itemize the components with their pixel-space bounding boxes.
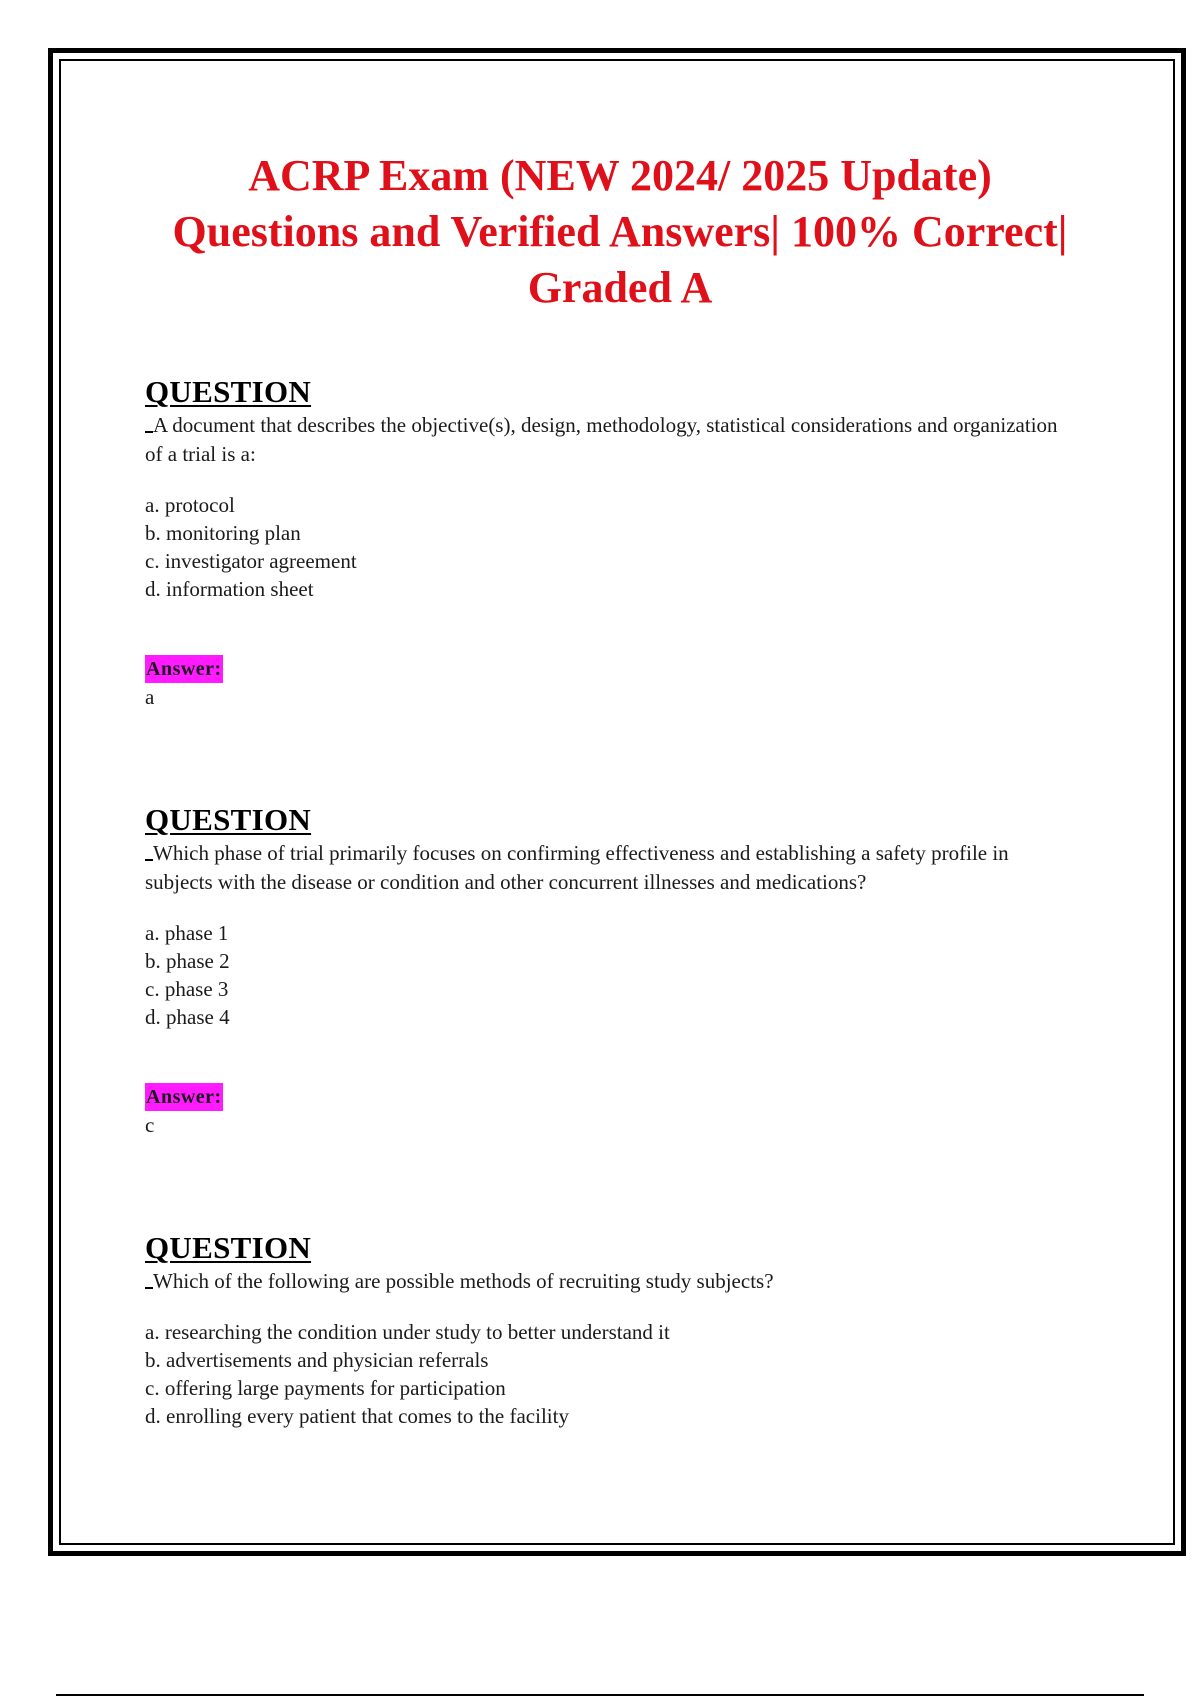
underscore-mark [145,431,153,433]
options-list [145,1318,1080,1430]
question-heading: QUESTION [145,374,312,409]
question-heading: QUESTION [145,802,312,837]
option-a: a. protocol [145,493,235,517]
option-c: c. offering large payments for participation [145,1376,506,1400]
document-title: ACRP Exam (NEW 2024/ 2025 Update) Questions and Verified Answers| 100% Correct| Graded A [172,151,1068,312]
option-a: a. phase 1 [145,921,229,945]
option-c: c. phase 3 [145,977,229,1001]
underscore-mark [145,859,153,861]
underscore-mark [145,1287,153,1289]
answer-label: Answer: [145,1083,223,1111]
question-heading: QUESTION [145,1230,312,1265]
option-b: b. phase 2 [145,949,230,973]
options-list [145,491,1080,603]
footer-divider [56,1694,1144,1696]
option-d: d. phase 4 [145,1005,230,1029]
question-block [145,803,1080,1139]
options-list [145,919,1080,1031]
question-text [145,1267,1080,1296]
option-b: b. monitoring plan [145,521,301,545]
answer-value: c [145,1113,155,1137]
answer-label: Answer: [145,655,223,683]
question-block [145,375,1080,711]
option-d: d. information sheet [145,577,314,601]
question-text-body: Which phase of trial primarily focuses on confirming effectiveness and establishing a safety profile in subjects with the disease or condition and other concurrent illnesses and medications? [145,841,1009,894]
question-text [145,839,1080,897]
option-c: c. investigator agreement [145,549,357,573]
option-d: d. enrolling every patient that comes to the facility [145,1404,569,1428]
option-a: a. researching the condition under study to better understand it [145,1320,670,1344]
question-block [145,1231,1080,1430]
answer-block [145,655,1080,711]
question-text [145,411,1080,469]
option-b: b. advertisements and physician referrals [145,1348,489,1372]
question-text-body: Which of the following are possible methods of recruiting study subjects? [153,1269,774,1293]
answer-value: a [145,685,155,709]
question-text-body: A document that describes the objective(s), design, methodology, statistical considerations and organization of a trial is a: [145,413,1058,466]
answer-block [145,1083,1080,1139]
